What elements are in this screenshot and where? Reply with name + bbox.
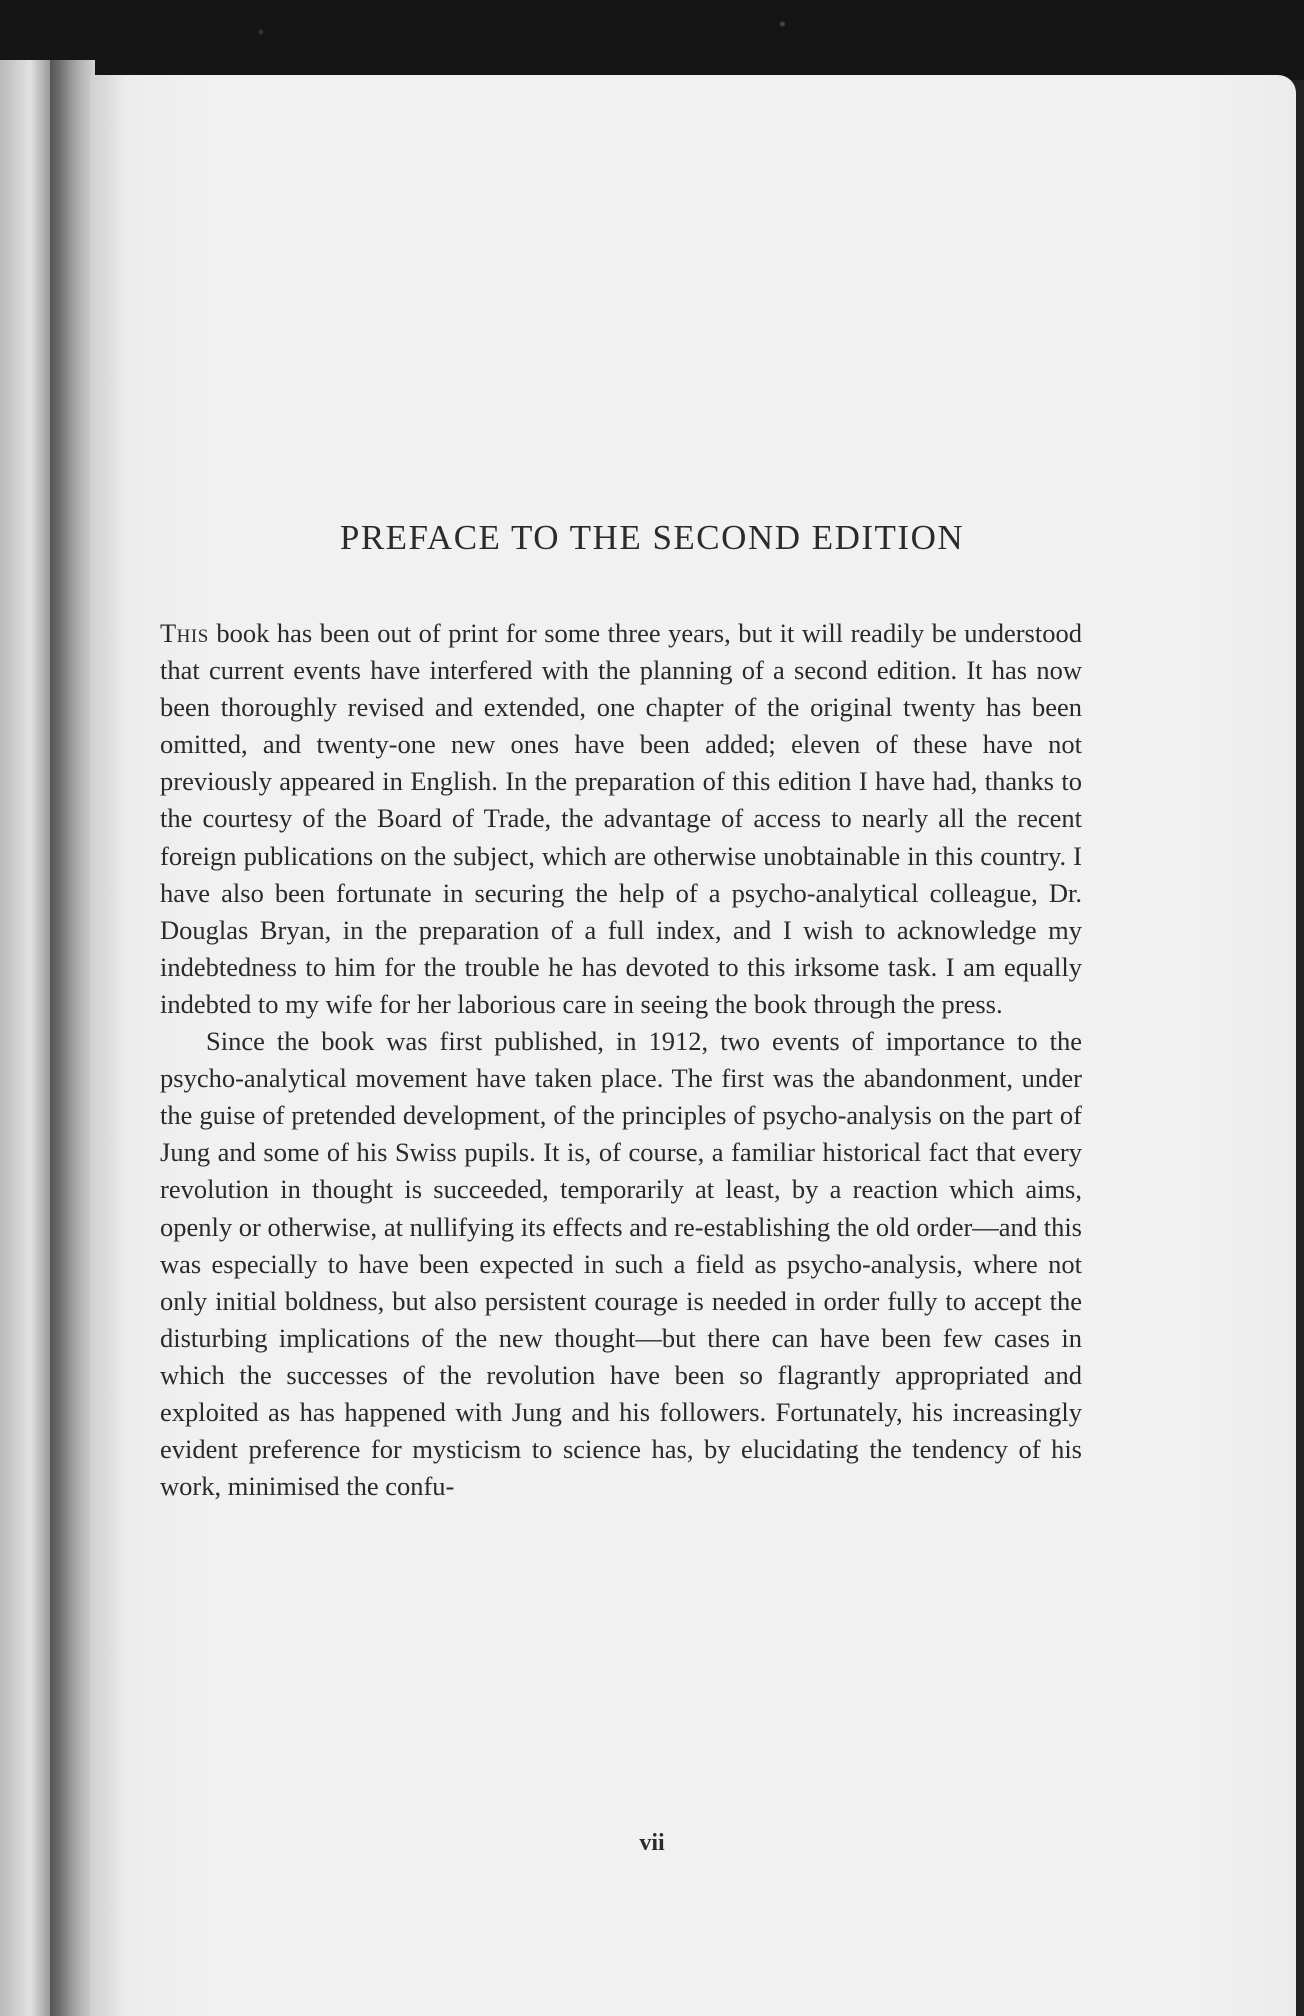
page-number: vii (639, 1830, 665, 1856)
paragraph-1-text: book has been out of print for some three years, but it will readily be understood that current events have interfered with the planning of a second edition. It has now been thoroughly revised and extended, one chapter of the original twenty has been omitted, and twenty-one new ones have been added; eleven of these have not previously appeared in English. In the preparation of this edition I have had, thanks to the courtesy of the Board of Trade, the advantage of access to nearly all the recent foreign publications on the subject, which are otherwise unobtainable in this country. I have also been fortunate in securing the help of a psycho-analytical colleague, Dr. Douglas Bryan, in the preparation of a full index, and I wish to acknowledge my indebtedness to him for the trouble he has devoted to this irksome task. I am equally indebted to my wife for her laborious care in seeing the book through the press. (160, 618, 1082, 1019)
paragraph-1 (160, 615, 1082, 1023)
small-caps-lead: This (160, 618, 209, 648)
preface-body (160, 615, 1082, 1505)
preface-title: PREFACE TO THE SECOND EDITION (339, 518, 965, 557)
book-binding-edge (0, 60, 50, 2016)
scan-top-edge (0, 0, 1304, 80)
paragraph-2: Since the book was first published, in 1912, two events of importance to the psycho-analytical movement have taken place. The first was the abandonment, under the guise of pretended development, of the principles of psycho-analysis on the part of Jung and some of his Swiss pupils. It is, of course, a familiar historical fact that every revolution in thought is succeeded, temporarily at least, by a reaction which aims, openly or otherwise, at nullifying its effects and re-establishing the old order—and this was especially to have been expected in such a field as psycho-analysis, where not only initial boldness, but also persistent courage is needed in order fully to accept the disturbing implications of the new thought—but there can have been few cases in which the successes of the revolution have been so flagrantly appropriated and exploited as has happened with Jung and his followers. Fortunately, his increasingly evident preference for mysticism to science has, by elucidating the tendency of his work, minimised the confu- (160, 1026, 1082, 1502)
